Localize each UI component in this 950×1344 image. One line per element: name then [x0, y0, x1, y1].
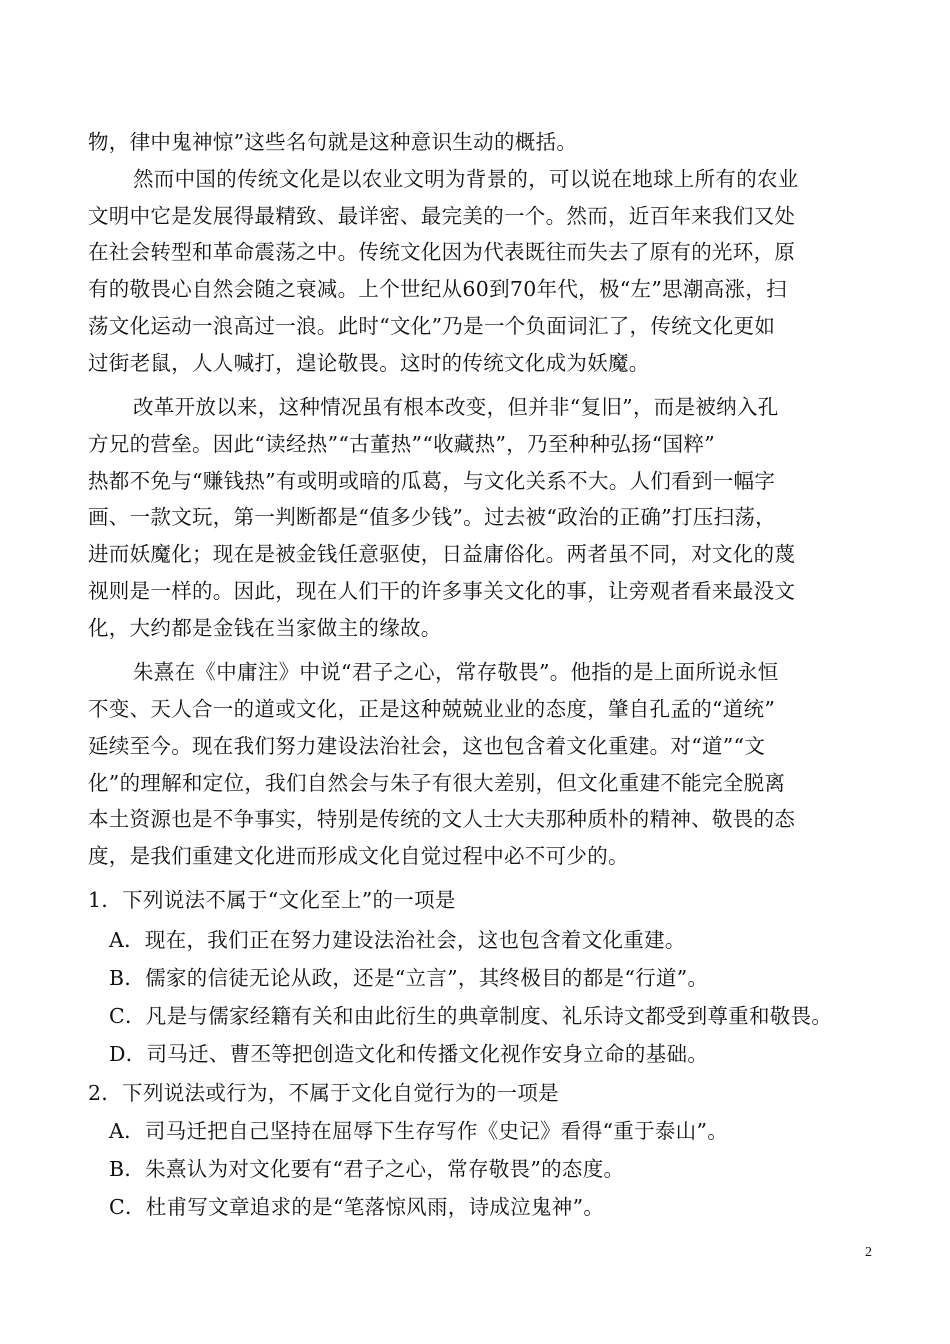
- paragraph-line: 化”的理解和定位，我们自然会与朱子有很大差别，但文化重建不能完全脱离: [88, 771, 786, 795]
- paragraph-line: 不变、天人合一的道或文化，正是这种兢兢业业的态度，肇自孔孟的“道统”: [88, 697, 776, 721]
- question-option: B．儒家的信徒无论从政，还是“立言”，其终极目的都是“行道”。: [109, 966, 709, 990]
- paragraph-line: 物，律中鬼神惊”这些名句就是这种意识生动的概括。: [88, 130, 578, 154]
- paragraph-line: 然而中国的传统文化是以农业文明为背景的，可以说在地球上所有的农业: [133, 167, 799, 191]
- question-stem: 2．下列说法或行为，不属于文化自觉行为的一项是: [88, 1081, 559, 1105]
- paragraph-line: 朱熹在《中庸注》中说“君子之心，常存敬畏”。他指的是上面所说永恒: [133, 660, 779, 684]
- question-option: D．司马迁、曹丕等把创造文化和传播文化视作安身立命的基础。: [109, 1042, 709, 1066]
- paragraph-line: 化，大约都是金钱在当家做主的缘故。: [88, 616, 442, 640]
- paragraph-line: 进而妖魔化；现在是被金钱任意驱使，日益庸俗化。两者虽不同，对文化的蔑: [88, 542, 796, 566]
- question-option: A．现在，我们正在努力建设法治社会，这也包含着文化重建。: [109, 928, 686, 952]
- paragraph-line: 文明中它是发展得最精致、最详密、最完美的一个。然而，近百年来我们又处: [88, 204, 796, 228]
- paragraph-line: 改革开放以来，这种情况虽有根本改变，但并非“复旧”，而是被纳入孔: [133, 395, 779, 419]
- question-stem: 1．下列说法不属于“文化至上”的一项是: [88, 888, 456, 912]
- question-option: B．朱熹认为对文化要有“君子之心，常存敬畏”的态度。: [109, 1157, 625, 1181]
- paragraph-line: 本土资源也是不争事实，特别是传统的文人士大夫那种质朴的精神、敬畏的态: [88, 807, 796, 831]
- question-option: C．杜甫写文章追求的是“笔落惊风雨，诗成泣鬼神”。: [109, 1195, 605, 1219]
- paragraph-line: 过街老鼠，人人喊打，遑论敬畏。这时的传统文化成为妖魔。: [88, 351, 650, 375]
- question-option: A．司马迁把自己坚持在屈辱下生存写作《史记》看得“重于泰山”。: [109, 1119, 729, 1143]
- paragraph-line: 热都不免与“赚钱热”有或明或暗的瓜葛，与文化关系不大。人们看到一幅字: [88, 469, 776, 493]
- paragraph-line: 有的敬畏心自然会随之衰减。上个世纪从60到70年代，极“左”思潮高涨，扫: [88, 277, 787, 301]
- question-option: C．凡是与儒家经籍有关和由此衍生的典章制度、礼乐诗文都受到尊重和敬畏。: [109, 1004, 833, 1028]
- paragraph-line: 度，是我们重建文化进而形成文化自觉过程中必不可少的。: [88, 844, 629, 868]
- page-number: 2: [865, 1245, 872, 1260]
- paragraph-line: 画、一款文玩，第一判断都是“值多少钱”。过去被“政治的正确”打压扫荡，: [88, 505, 776, 529]
- paragraph-line: 荡文化运动一浪高过一浪。此时“文化”乃是一个负面词汇了，传统文化更如: [88, 314, 776, 338]
- paragraph-line: 方兄的营垒。因此“读经热”“古董热”“收藏热”，乃至种种弘扬“国粹”: [88, 432, 716, 456]
- paragraph-line: 视则是一样的。因此，现在人们干的许多事关文化的事，让旁观者看来最没文: [88, 579, 796, 603]
- paragraph-line: 延续至今。现在我们努力建设法治社会，这也包含着文化重建。对“道”“文: [88, 734, 766, 758]
- paragraph-line: 在社会转型和革命震荡之中。传统文化因为代表既往而失去了原有的光环，原: [88, 240, 796, 264]
